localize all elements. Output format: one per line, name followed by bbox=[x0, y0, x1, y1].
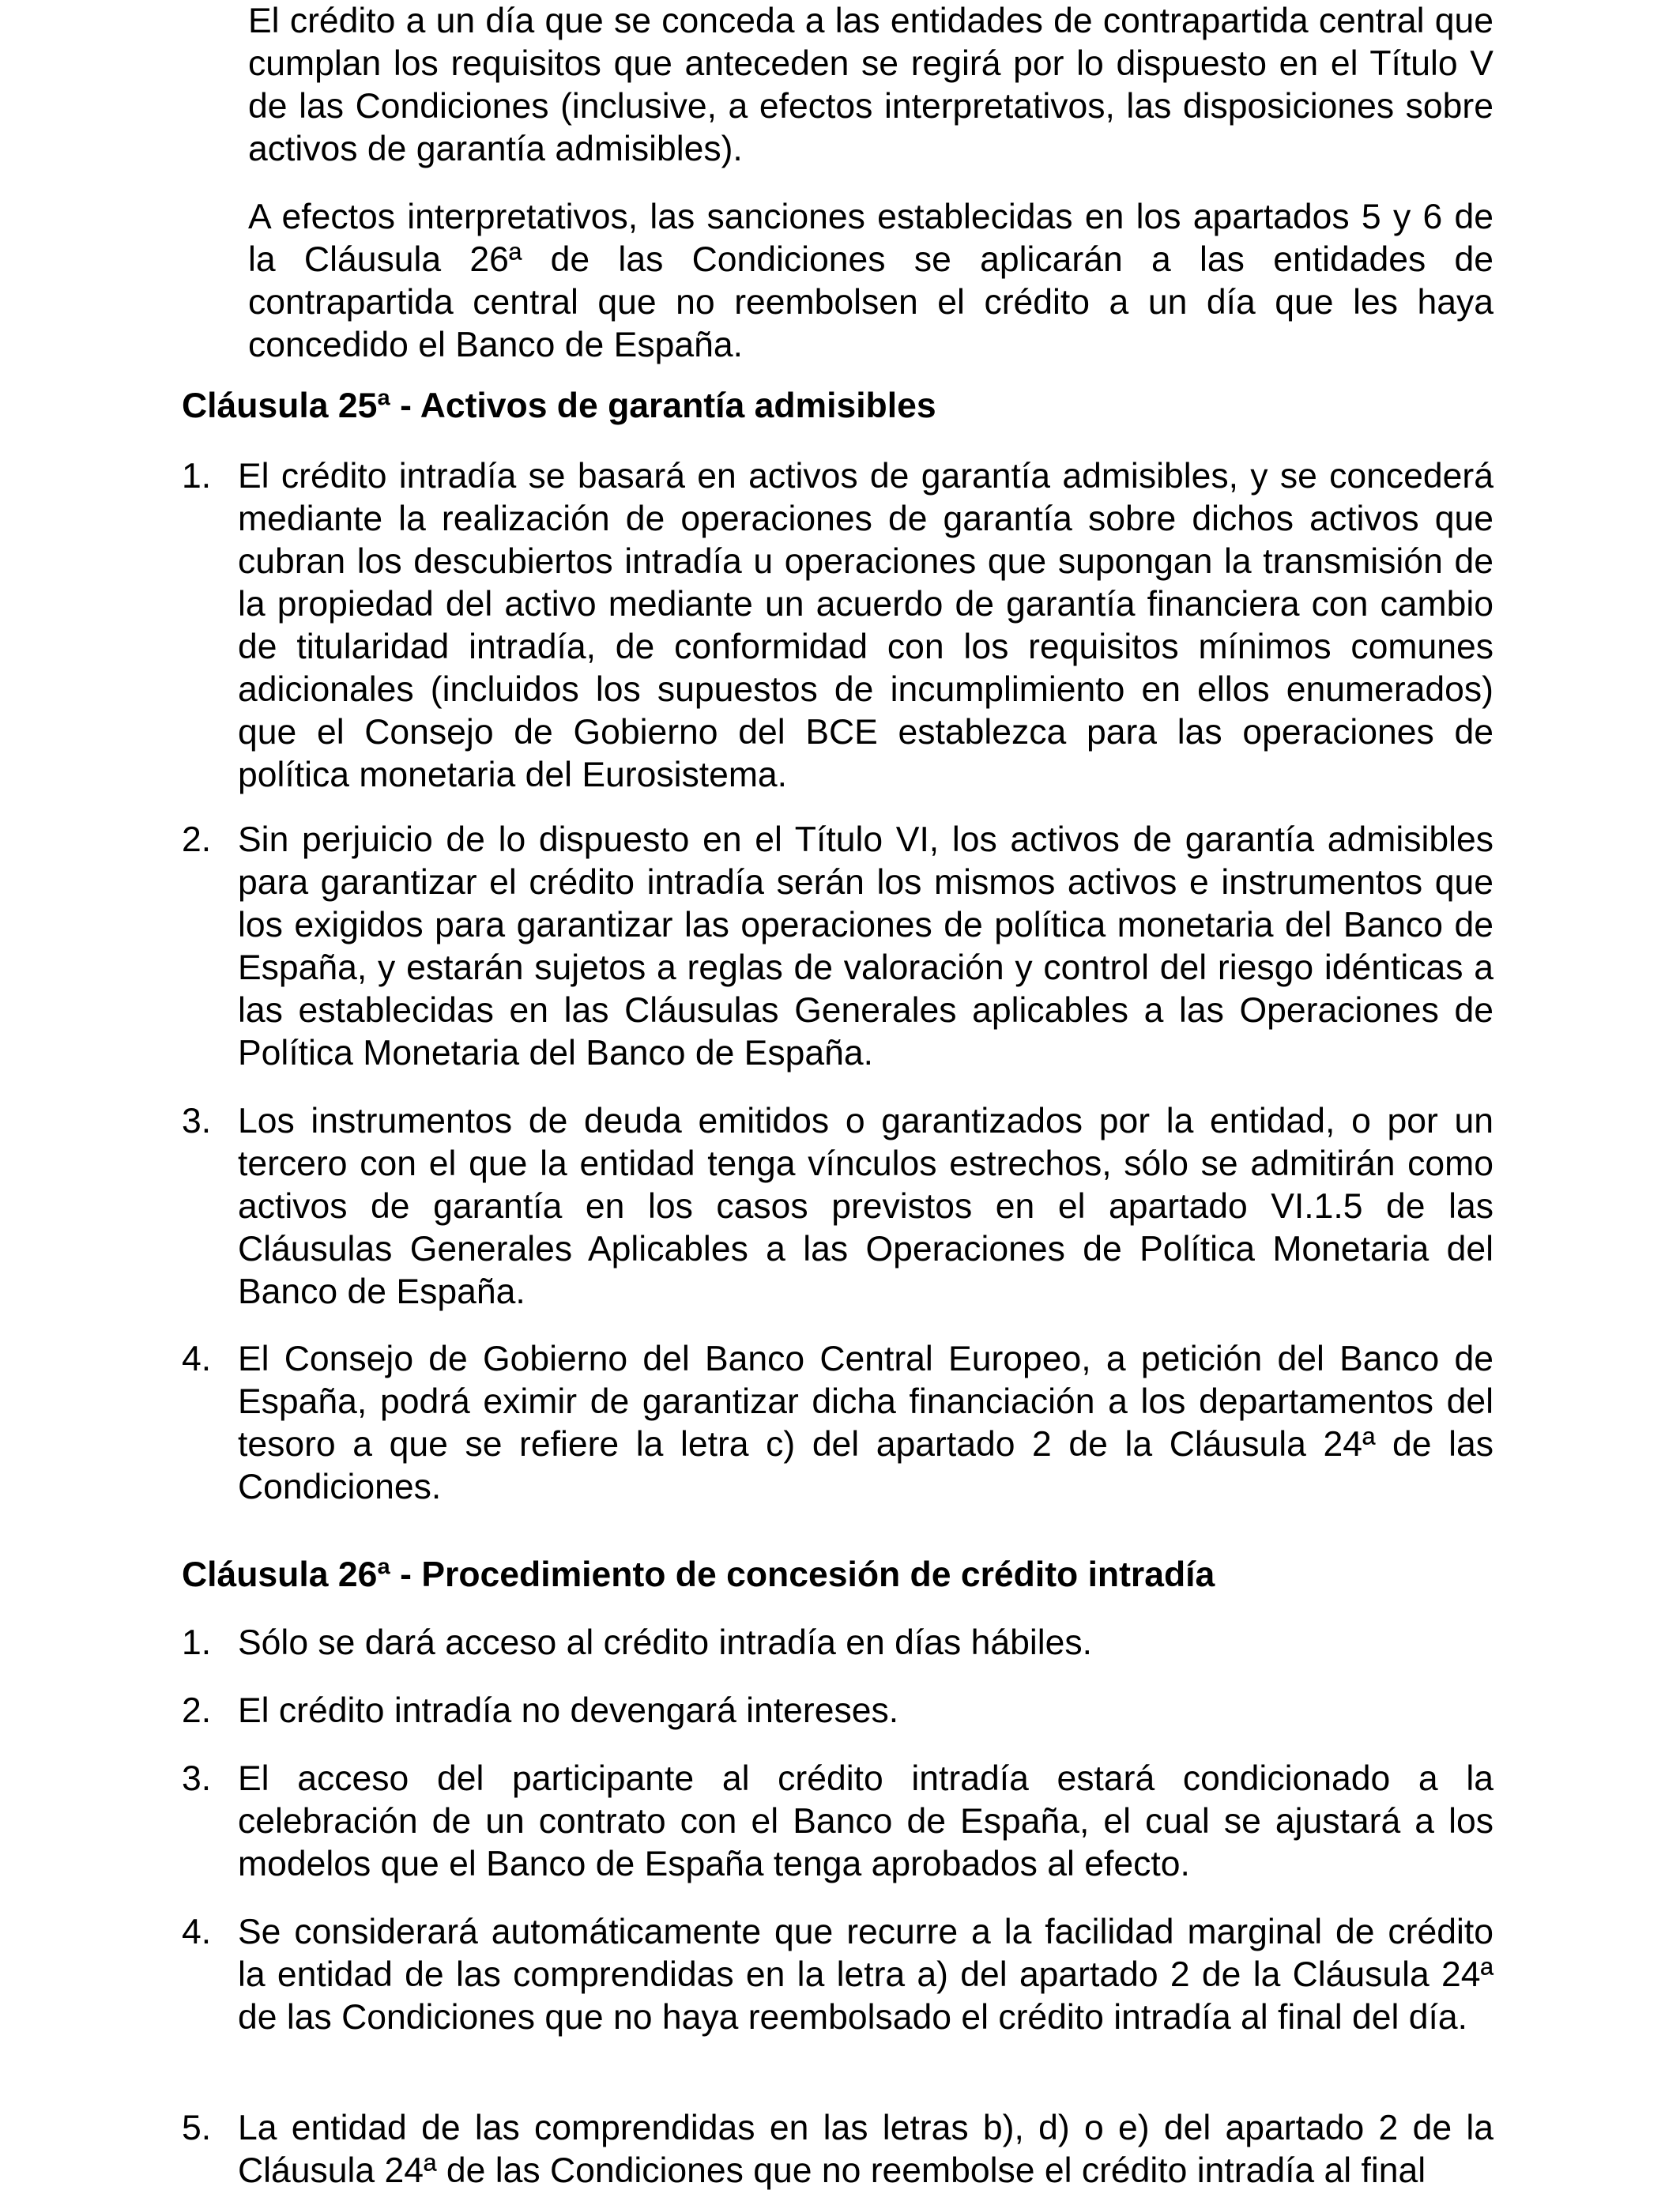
list-number: 4. bbox=[182, 1913, 212, 1951]
list-number: 2. bbox=[182, 1691, 212, 1730]
list-number: 4. bbox=[182, 1340, 212, 1378]
list-number: 3. bbox=[182, 1759, 212, 1798]
list-item-text: La entidad de las comprendidas en las letras b), d) o e) del apartado 2 de la Cláusula 24ª de las Condiciones que no reembolse el crédito intradía al final bbox=[238, 2109, 1494, 2190]
list-item-text: Los instrumentos de deuda emitidos o garantizados por la entidad, o por un tercero con el que la entidad tenga vínculos estrechos, sólo se admitirán como activos de garantía en los casos previstos en el apartado VI.1.5 de las Cláusulas Generales Aplicables a las Operaciones de Política Monetaria del Banco de España. bbox=[238, 1102, 1494, 1311]
clause-26-heading: Cláusula 26ª - Procedimiento de concesión de crédito intradía bbox=[182, 1555, 1215, 1594]
list-item-text: Sin perjuicio de lo dispuesto en el Título VI, los activos de garantía admisibles para garantizar el crédito intradía serán los mismos activos e instrumentos que los exigidos para garantizar las operaciones de política monetaria del Banco de España, y estarán sujetos a reglas de valoración y control del riesgo idénticas a las establecidas en las Cláusulas Generales aplicables a las Operaciones de Política Monetaria del Banco de España. bbox=[238, 820, 1494, 1072]
list-item-text: El crédito intradía se basará en activos de garantía admisibles, y se concederá mediante la realización de operaciones de garantía sobre dichos activos que cubran los descubiertos intradía u operaciones que supongan la transmisión de la propiedad del activo mediante un acuerdo de garantía financiera con cambio de titularidad intradía, de conformidad con los requisitos mínimos comunes adicionales (incluidos los supuestos de incumplimiento en ellos enumerados) que el Consejo de Gobierno del BCE establezca para las operaciones de política monetaria del Eurosistema. bbox=[238, 457, 1494, 794]
intro-paragraph-1: El crédito a un día que se conceda a las entidades de contrapartida central que cumplan los requisitos que anteceden se regirá por lo dispuesto en el Título V de las Condiciones (inclusive, a efectos interpretativos, las disposiciones sobre activos de garantía admisibles). bbox=[248, 2, 1494, 168]
list-item-text: El crédito intradía no devengará intereses. bbox=[238, 1691, 899, 1730]
list-number: 1. bbox=[182, 1623, 212, 1662]
list-number: 3. bbox=[182, 1102, 212, 1140]
list-number: 2. bbox=[182, 820, 212, 859]
list-item-text: Se considerará automáticamente que recurre a la facilidad marginal de crédito la entidad de las comprendidas en la letra a) del apartado 2 de la Cláusula 24ª de las Condiciones que no haya reembolsado el crédito intradía al final del día. bbox=[238, 1913, 1494, 2037]
list-number: 1. bbox=[182, 457, 212, 496]
list-item-text: Sólo se dará acceso al crédito intradía en días hábiles. bbox=[238, 1623, 1093, 1662]
list-item-text: El Consejo de Gobierno del Banco Central Europeo, a petición del Banco de España, podrá eximir de garantizar dicha financiación a los departamentos del tesoro a que se refiere la letra c) del apartado 2 de la Cláusula 24ª de las Condiciones. bbox=[238, 1340, 1494, 1506]
list-item-text: El acceso del participante al crédito intradía estará condicionado a la celebración de un contrato con el Banco de España, el cual se ajustará a los modelos que el Banco de España tenga aprobados al efecto. bbox=[238, 1759, 1494, 1883]
list-number: 5. bbox=[182, 2109, 212, 2147]
intro-paragraph-2: A efectos interpretativos, las sanciones establecidas en los apartados 5 y 6 de la Cláusula 26ª de las Condiciones se aplicarán a las entidades de contrapartida central que no reembolsen el crédito a un día que les haya concedido el Banco de España. bbox=[248, 198, 1494, 364]
clause-25-heading: Cláusula 25ª - Activos de garantía admisibles bbox=[182, 386, 936, 425]
